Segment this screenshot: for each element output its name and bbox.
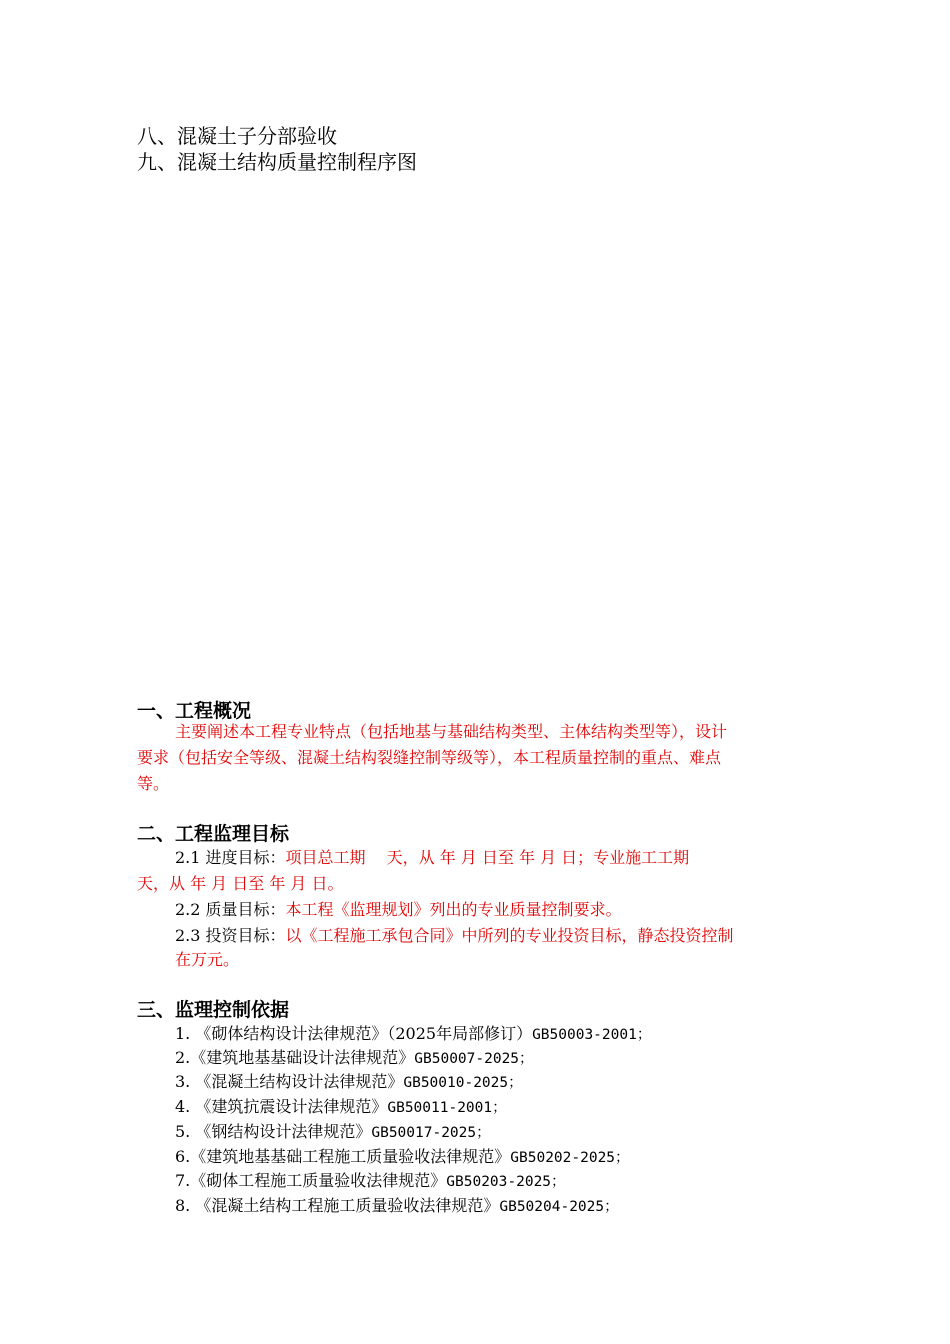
reference-title: 3. 《混凝土结构设计法律规范》 — [175, 1072, 404, 1091]
reference-code: GB50202-2025； — [510, 1150, 630, 1166]
reference-code: GB50010-2025； — [403, 1075, 523, 1091]
reference-item — [175, 1194, 619, 1219]
section-1-para-line-2: 要求（包括安全等级、混凝土结构裂缝控制等级等），本工程质量控制的重点、难点 — [137, 748, 722, 767]
investment-goal-line-1 — [175, 924, 734, 948]
toc-item-9: 九、混凝土结构质量控制程序图 — [137, 150, 417, 174]
section-1-para-line-1: 主要阐述本工程专业特点（包括地基与基础结构类型、主体结构类型等），设计 — [175, 722, 728, 741]
section-3-heading: 三、监理控制依据 — [137, 999, 290, 1021]
reference-code: GB50011-2001； — [387, 1100, 507, 1116]
reference-code: GB50007-2025； — [414, 1051, 534, 1067]
reference-title: 6.《建筑地基基础工程施工质量验收法律规范》 — [175, 1147, 511, 1166]
reference-item — [175, 1022, 651, 1047]
reference-item — [175, 1070, 523, 1095]
quality-goal-text: 本工程《监理规划》列出的专业质量控制要求。 — [285, 900, 622, 919]
quality-goal-line — [175, 898, 622, 922]
reference-title: 8. 《混凝土结构工程施工质量验收法律规范》 — [175, 1196, 500, 1215]
reference-item — [175, 1120, 491, 1145]
section-1-heading: 一、工程概况 — [137, 700, 252, 722]
section-1-para-line-3: 等。 — [137, 774, 170, 793]
reference-item — [175, 1145, 630, 1170]
toc-item-8: 八、混凝土子分部验收 — [137, 124, 337, 148]
schedule-goal-text: 项目总工期 天，从 年 月 日至 年 月 日；专业施工工期 — [285, 848, 690, 867]
schedule-goal-label: 2.1 进度目标： — [175, 848, 286, 867]
section-2-heading: 二、工程监理目标 — [137, 823, 290, 845]
reference-title: 7.《砌体工程施工质量验收法律规范》 — [175, 1171, 447, 1190]
reference-title: 1. 《砌体结构设计法律规范》（2025年局部修订） — [175, 1024, 533, 1043]
reference-item — [175, 1169, 566, 1194]
investment-goal-text: 以《工程施工承包合同》中所列的专业投资目标，静态投资控制 — [285, 926, 734, 945]
reference-code: GB50017-2025； — [371, 1125, 491, 1141]
reference-code: GB50203-2025； — [446, 1174, 566, 1190]
reference-item — [175, 1046, 534, 1071]
reference-code: GB50204-2025； — [499, 1199, 619, 1215]
investment-goal-label: 2.3 投资目标： — [175, 926, 286, 945]
investment-goal-line-2: 在万元。 — [175, 950, 240, 969]
reference-title: 5. 《钢结构设计法律规范》 — [175, 1122, 372, 1141]
reference-item — [175, 1095, 507, 1120]
reference-title: 4. 《建筑抗震设计法律规范》 — [175, 1097, 388, 1116]
schedule-goal-line-1 — [175, 846, 689, 870]
quality-goal-label: 2.2 质量目标： — [175, 900, 286, 919]
schedule-goal-line-2: 天，从 年 月 日至 年 月 日。 — [137, 874, 344, 893]
reference-code: GB50003-2001； — [532, 1027, 652, 1043]
reference-title: 2.《建筑地基基础设计法律规范》 — [175, 1048, 415, 1067]
